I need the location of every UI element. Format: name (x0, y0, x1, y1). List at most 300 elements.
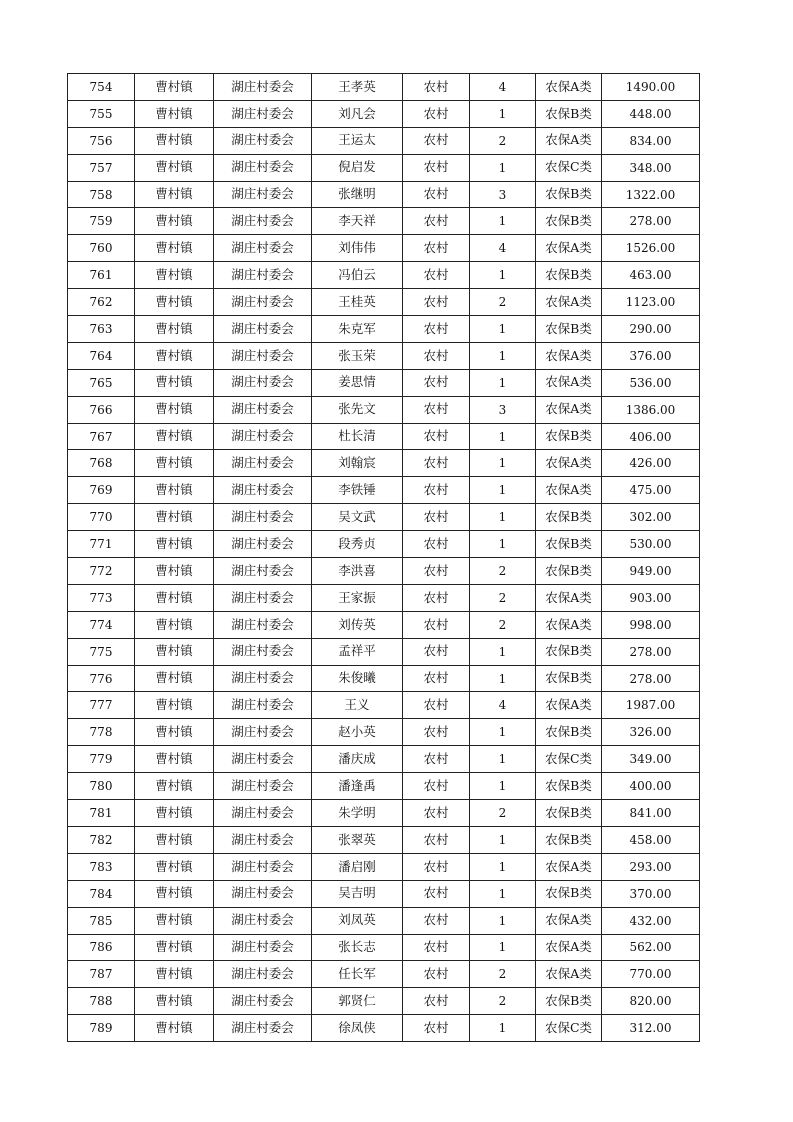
household-type-cell: 农村 (403, 665, 470, 692)
serial-number-cell: 765 (68, 369, 135, 396)
name-cell: 李洪喜 (312, 558, 403, 585)
village-committee-cell: 湖庄村委会 (214, 423, 312, 450)
table-row (68, 584, 700, 611)
household-type-cell: 农村 (403, 1015, 470, 1042)
category-cell: 农保C类 (536, 746, 602, 773)
household-type-cell: 农村 (403, 208, 470, 235)
town-cell: 曹村镇 (135, 127, 214, 154)
amount-cell: 1526.00 (602, 235, 700, 262)
family-size-cell: 1 (470, 262, 536, 289)
village-committee-cell: 湖庄村委会 (214, 235, 312, 262)
table-row (68, 800, 700, 827)
category-cell: 农保B类 (536, 558, 602, 585)
table-row (68, 504, 700, 531)
category-cell: 农保A类 (536, 611, 602, 638)
village-committee-cell: 湖庄村委会 (214, 853, 312, 880)
name-cell: 任长军 (312, 961, 403, 988)
family-size-cell: 2 (470, 961, 536, 988)
serial-number-cell: 789 (68, 1015, 135, 1042)
serial-number-cell: 783 (68, 853, 135, 880)
amount-cell: 293.00 (602, 853, 700, 880)
category-cell: 农保A类 (536, 289, 602, 316)
name-cell: 冯伯云 (312, 262, 403, 289)
relief-roster-table (67, 73, 700, 1042)
town-cell: 曹村镇 (135, 396, 214, 423)
family-size-cell: 1 (470, 342, 536, 369)
village-committee-cell: 湖庄村委会 (214, 531, 312, 558)
town-cell: 曹村镇 (135, 638, 214, 665)
family-size-cell: 3 (470, 181, 536, 208)
name-cell: 赵小英 (312, 719, 403, 746)
serial-number-cell: 780 (68, 773, 135, 800)
table-row (68, 826, 700, 853)
table-row (68, 477, 700, 504)
category-cell: 农保B类 (536, 826, 602, 853)
family-size-cell: 1 (470, 826, 536, 853)
name-cell: 刘凤英 (312, 907, 403, 934)
village-committee-cell: 湖庄村委会 (214, 746, 312, 773)
serial-number-cell: 768 (68, 450, 135, 477)
town-cell: 曹村镇 (135, 504, 214, 531)
category-cell: 农保B类 (536, 181, 602, 208)
household-type-cell: 农村 (403, 127, 470, 154)
village-committee-cell: 湖庄村委会 (214, 800, 312, 827)
town-cell: 曹村镇 (135, 235, 214, 262)
family-size-cell: 1 (470, 719, 536, 746)
amount-cell: 562.00 (602, 934, 700, 961)
category-cell: 农保C类 (536, 1015, 602, 1042)
village-committee-cell: 湖庄村委会 (214, 826, 312, 853)
household-type-cell: 农村 (403, 692, 470, 719)
village-committee-cell: 湖庄村委会 (214, 988, 312, 1015)
serial-number-cell: 759 (68, 208, 135, 235)
name-cell: 吴文武 (312, 504, 403, 531)
serial-number-cell: 772 (68, 558, 135, 585)
category-cell: 农保A类 (536, 934, 602, 961)
town-cell: 曹村镇 (135, 342, 214, 369)
serial-number-cell: 774 (68, 611, 135, 638)
household-type-cell: 农村 (403, 181, 470, 208)
village-committee-cell: 湖庄村委会 (214, 181, 312, 208)
town-cell: 曹村镇 (135, 289, 214, 316)
household-type-cell: 农村 (403, 773, 470, 800)
household-type-cell: 农村 (403, 396, 470, 423)
village-committee-cell: 湖庄村委会 (214, 584, 312, 611)
family-size-cell: 1 (470, 504, 536, 531)
amount-cell: 530.00 (602, 531, 700, 558)
table-row (68, 638, 700, 665)
family-size-cell: 1 (470, 477, 536, 504)
amount-cell: 312.00 (602, 1015, 700, 1042)
family-size-cell: 4 (470, 74, 536, 101)
family-size-cell: 1 (470, 531, 536, 558)
household-type-cell: 农村 (403, 800, 470, 827)
household-type-cell: 农村 (403, 934, 470, 961)
table-row (68, 208, 700, 235)
amount-cell: 348.00 (602, 154, 700, 181)
town-cell: 曹村镇 (135, 907, 214, 934)
household-type-cell: 农村 (403, 531, 470, 558)
household-type-cell: 农村 (403, 853, 470, 880)
amount-cell: 400.00 (602, 773, 700, 800)
village-committee-cell: 湖庄村委会 (214, 692, 312, 719)
table-row (68, 127, 700, 154)
family-size-cell: 1 (470, 100, 536, 127)
category-cell: 农保A类 (536, 235, 602, 262)
table-row (68, 934, 700, 961)
village-committee-cell: 湖庄村委会 (214, 450, 312, 477)
village-committee-cell: 湖庄村委会 (214, 934, 312, 961)
serial-number-cell: 762 (68, 289, 135, 316)
table-row (68, 611, 700, 638)
family-size-cell: 1 (470, 880, 536, 907)
name-cell: 张先文 (312, 396, 403, 423)
name-cell: 潘启刚 (312, 853, 403, 880)
category-cell: 农保A类 (536, 961, 602, 988)
serial-number-cell: 760 (68, 235, 135, 262)
name-cell: 倪启发 (312, 154, 403, 181)
town-cell: 曹村镇 (135, 1015, 214, 1042)
village-committee-cell: 湖庄村委会 (214, 477, 312, 504)
town-cell: 曹村镇 (135, 450, 214, 477)
table-row (68, 880, 700, 907)
serial-number-cell: 757 (68, 154, 135, 181)
family-size-cell: 1 (470, 853, 536, 880)
village-committee-cell: 湖庄村委会 (214, 289, 312, 316)
amount-cell: 290.00 (602, 316, 700, 343)
serial-number-cell: 769 (68, 477, 135, 504)
table-row (68, 719, 700, 746)
family-size-cell: 1 (470, 638, 536, 665)
amount-cell: 1386.00 (602, 396, 700, 423)
category-cell: 农保B类 (536, 531, 602, 558)
category-cell: 农保A类 (536, 74, 602, 101)
amount-cell: 278.00 (602, 208, 700, 235)
amount-cell: 1987.00 (602, 692, 700, 719)
table-row (68, 746, 700, 773)
serial-number-cell: 779 (68, 746, 135, 773)
village-committee-cell: 湖庄村委会 (214, 907, 312, 934)
name-cell: 王义 (312, 692, 403, 719)
amount-cell: 458.00 (602, 826, 700, 853)
name-cell: 郭贤仁 (312, 988, 403, 1015)
household-type-cell: 农村 (403, 450, 470, 477)
serial-number-cell: 785 (68, 907, 135, 934)
household-type-cell: 农村 (403, 584, 470, 611)
name-cell: 王桂英 (312, 289, 403, 316)
village-committee-cell: 湖庄村委会 (214, 638, 312, 665)
amount-cell: 536.00 (602, 369, 700, 396)
household-type-cell: 农村 (403, 988, 470, 1015)
household-type-cell: 农村 (403, 558, 470, 585)
village-committee-cell: 湖庄村委会 (214, 1015, 312, 1042)
amount-cell: 903.00 (602, 584, 700, 611)
category-cell: 农保A类 (536, 692, 602, 719)
table-row (68, 100, 700, 127)
amount-cell: 841.00 (602, 800, 700, 827)
amount-cell: 820.00 (602, 988, 700, 1015)
table-row (68, 423, 700, 450)
category-cell: 农保A类 (536, 584, 602, 611)
serial-number-cell: 778 (68, 719, 135, 746)
family-size-cell: 4 (470, 692, 536, 719)
village-committee-cell: 湖庄村委会 (214, 316, 312, 343)
family-size-cell: 1 (470, 369, 536, 396)
serial-number-cell: 776 (68, 665, 135, 692)
category-cell: 农保A类 (536, 450, 602, 477)
household-type-cell: 农村 (403, 880, 470, 907)
serial-number-cell: 787 (68, 961, 135, 988)
name-cell: 王运太 (312, 127, 403, 154)
name-cell: 李铁锤 (312, 477, 403, 504)
town-cell: 曹村镇 (135, 934, 214, 961)
serial-number-cell: 758 (68, 181, 135, 208)
amount-cell: 376.00 (602, 342, 700, 369)
village-committee-cell: 湖庄村委会 (214, 127, 312, 154)
household-type-cell: 农村 (403, 611, 470, 638)
category-cell: 农保A类 (536, 907, 602, 934)
town-cell: 曹村镇 (135, 692, 214, 719)
family-size-cell: 2 (470, 558, 536, 585)
village-committee-cell: 湖庄村委会 (214, 504, 312, 531)
name-cell: 刘伟伟 (312, 235, 403, 262)
household-type-cell: 农村 (403, 477, 470, 504)
family-size-cell: 1 (470, 773, 536, 800)
town-cell: 曹村镇 (135, 746, 214, 773)
village-committee-cell: 湖庄村委会 (214, 719, 312, 746)
table-row (68, 1015, 700, 1042)
name-cell: 朱俊曦 (312, 665, 403, 692)
category-cell: 农保B类 (536, 880, 602, 907)
town-cell: 曹村镇 (135, 800, 214, 827)
town-cell: 曹村镇 (135, 208, 214, 235)
table-row (68, 531, 700, 558)
family-size-cell: 1 (470, 907, 536, 934)
serial-number-cell: 782 (68, 826, 135, 853)
name-cell: 姜思情 (312, 369, 403, 396)
town-cell: 曹村镇 (135, 181, 214, 208)
name-cell: 吴吉明 (312, 880, 403, 907)
amount-cell: 448.00 (602, 100, 700, 127)
town-cell: 曹村镇 (135, 719, 214, 746)
household-type-cell: 农村 (403, 74, 470, 101)
amount-cell: 834.00 (602, 127, 700, 154)
village-committee-cell: 湖庄村委会 (214, 74, 312, 101)
town-cell: 曹村镇 (135, 961, 214, 988)
family-size-cell: 2 (470, 289, 536, 316)
category-cell: 农保B类 (536, 504, 602, 531)
village-committee-cell: 湖庄村委会 (214, 154, 312, 181)
family-size-cell: 2 (470, 800, 536, 827)
name-cell: 孟祥平 (312, 638, 403, 665)
category-cell: 农保B类 (536, 262, 602, 289)
village-committee-cell: 湖庄村委会 (214, 611, 312, 638)
village-committee-cell: 湖庄村委会 (214, 880, 312, 907)
household-type-cell: 农村 (403, 423, 470, 450)
category-cell: 农保B类 (536, 800, 602, 827)
table-row (68, 961, 700, 988)
household-type-cell: 农村 (403, 100, 470, 127)
serial-number-cell: 754 (68, 74, 135, 101)
serial-number-cell: 777 (68, 692, 135, 719)
town-cell: 曹村镇 (135, 611, 214, 638)
town-cell: 曹村镇 (135, 74, 214, 101)
category-cell: 农保B类 (536, 773, 602, 800)
category-cell: 农保A类 (536, 369, 602, 396)
name-cell: 李天祥 (312, 208, 403, 235)
village-committee-cell: 湖庄村委会 (214, 208, 312, 235)
table-row (68, 692, 700, 719)
town-cell: 曹村镇 (135, 853, 214, 880)
town-cell: 曹村镇 (135, 369, 214, 396)
household-type-cell: 农村 (403, 262, 470, 289)
table-row (68, 773, 700, 800)
town-cell: 曹村镇 (135, 826, 214, 853)
serial-number-cell: 773 (68, 584, 135, 611)
name-cell: 张玉荣 (312, 342, 403, 369)
serial-number-cell: 761 (68, 262, 135, 289)
family-size-cell: 1 (470, 423, 536, 450)
name-cell: 段秀贞 (312, 531, 403, 558)
family-size-cell: 1 (470, 665, 536, 692)
name-cell: 王家振 (312, 584, 403, 611)
town-cell: 曹村镇 (135, 423, 214, 450)
table-row (68, 396, 700, 423)
name-cell: 张翠英 (312, 826, 403, 853)
serial-number-cell: 764 (68, 342, 135, 369)
household-type-cell: 农村 (403, 369, 470, 396)
amount-cell: 475.00 (602, 477, 700, 504)
town-cell: 曹村镇 (135, 477, 214, 504)
household-type-cell: 农村 (403, 746, 470, 773)
table-row (68, 558, 700, 585)
village-committee-cell: 湖庄村委会 (214, 342, 312, 369)
village-committee-cell: 湖庄村委会 (214, 665, 312, 692)
town-cell: 曹村镇 (135, 988, 214, 1015)
town-cell: 曹村镇 (135, 584, 214, 611)
amount-cell: 432.00 (602, 907, 700, 934)
serial-number-cell: 775 (68, 638, 135, 665)
amount-cell: 949.00 (602, 558, 700, 585)
town-cell: 曹村镇 (135, 531, 214, 558)
name-cell: 刘翰宸 (312, 450, 403, 477)
name-cell: 潘庆成 (312, 746, 403, 773)
family-size-cell: 1 (470, 934, 536, 961)
table-row (68, 289, 700, 316)
village-committee-cell: 湖庄村委会 (214, 961, 312, 988)
serial-number-cell: 770 (68, 504, 135, 531)
table-row (68, 316, 700, 343)
table-row (68, 235, 700, 262)
serial-number-cell: 756 (68, 127, 135, 154)
village-committee-cell: 湖庄村委会 (214, 369, 312, 396)
town-cell: 曹村镇 (135, 262, 214, 289)
town-cell: 曹村镇 (135, 773, 214, 800)
amount-cell: 326.00 (602, 719, 700, 746)
family-size-cell: 1 (470, 208, 536, 235)
name-cell: 朱克军 (312, 316, 403, 343)
village-committee-cell: 湖庄村委会 (214, 558, 312, 585)
family-size-cell: 2 (470, 611, 536, 638)
category-cell: 农保B类 (536, 988, 602, 1015)
household-type-cell: 农村 (403, 504, 470, 531)
village-committee-cell: 湖庄村委会 (214, 262, 312, 289)
category-cell: 农保B类 (536, 719, 602, 746)
serial-number-cell: 784 (68, 880, 135, 907)
family-size-cell: 2 (470, 127, 536, 154)
village-committee-cell: 湖庄村委会 (214, 773, 312, 800)
category-cell: 农保A类 (536, 127, 602, 154)
category-cell: 农保B类 (536, 665, 602, 692)
serial-number-cell: 788 (68, 988, 135, 1015)
table-row (68, 154, 700, 181)
amount-cell: 463.00 (602, 262, 700, 289)
family-size-cell: 3 (470, 396, 536, 423)
category-cell: 农保B类 (536, 208, 602, 235)
category-cell: 农保A类 (536, 477, 602, 504)
amount-cell: 406.00 (602, 423, 700, 450)
town-cell: 曹村镇 (135, 665, 214, 692)
amount-cell: 278.00 (602, 665, 700, 692)
table-row (68, 853, 700, 880)
amount-cell: 426.00 (602, 450, 700, 477)
name-cell: 潘逢禹 (312, 773, 403, 800)
family-size-cell: 1 (470, 316, 536, 343)
category-cell: 农保C类 (536, 154, 602, 181)
household-type-cell: 农村 (403, 961, 470, 988)
household-type-cell: 农村 (403, 907, 470, 934)
category-cell: 农保B类 (536, 316, 602, 343)
town-cell: 曹村镇 (135, 558, 214, 585)
serial-number-cell: 767 (68, 423, 135, 450)
family-size-cell: 1 (470, 450, 536, 477)
category-cell: 农保A类 (536, 853, 602, 880)
category-cell: 农保B类 (536, 638, 602, 665)
town-cell: 曹村镇 (135, 880, 214, 907)
amount-cell: 370.00 (602, 880, 700, 907)
table-row (68, 74, 700, 101)
amount-cell: 1123.00 (602, 289, 700, 316)
name-cell: 张长志 (312, 934, 403, 961)
amount-cell: 1322.00 (602, 181, 700, 208)
table-row (68, 907, 700, 934)
town-cell: 曹村镇 (135, 316, 214, 343)
household-type-cell: 农村 (403, 289, 470, 316)
family-size-cell: 1 (470, 1015, 536, 1042)
category-cell: 农保A类 (536, 342, 602, 369)
category-cell: 农保B类 (536, 100, 602, 127)
name-cell: 张继明 (312, 181, 403, 208)
category-cell: 农保B类 (536, 423, 602, 450)
household-type-cell: 农村 (403, 154, 470, 181)
table-row (68, 342, 700, 369)
household-type-cell: 农村 (403, 826, 470, 853)
name-cell: 王孝英 (312, 74, 403, 101)
table-row (68, 988, 700, 1015)
town-cell: 曹村镇 (135, 100, 214, 127)
table-row (68, 181, 700, 208)
household-type-cell: 农村 (403, 235, 470, 262)
town-cell: 曹村镇 (135, 154, 214, 181)
family-size-cell: 2 (470, 584, 536, 611)
name-cell: 杜长清 (312, 423, 403, 450)
category-cell: 农保A类 (536, 396, 602, 423)
household-type-cell: 农村 (403, 316, 470, 343)
table-row (68, 450, 700, 477)
serial-number-cell: 766 (68, 396, 135, 423)
household-type-cell: 农村 (403, 342, 470, 369)
table-row (68, 262, 700, 289)
